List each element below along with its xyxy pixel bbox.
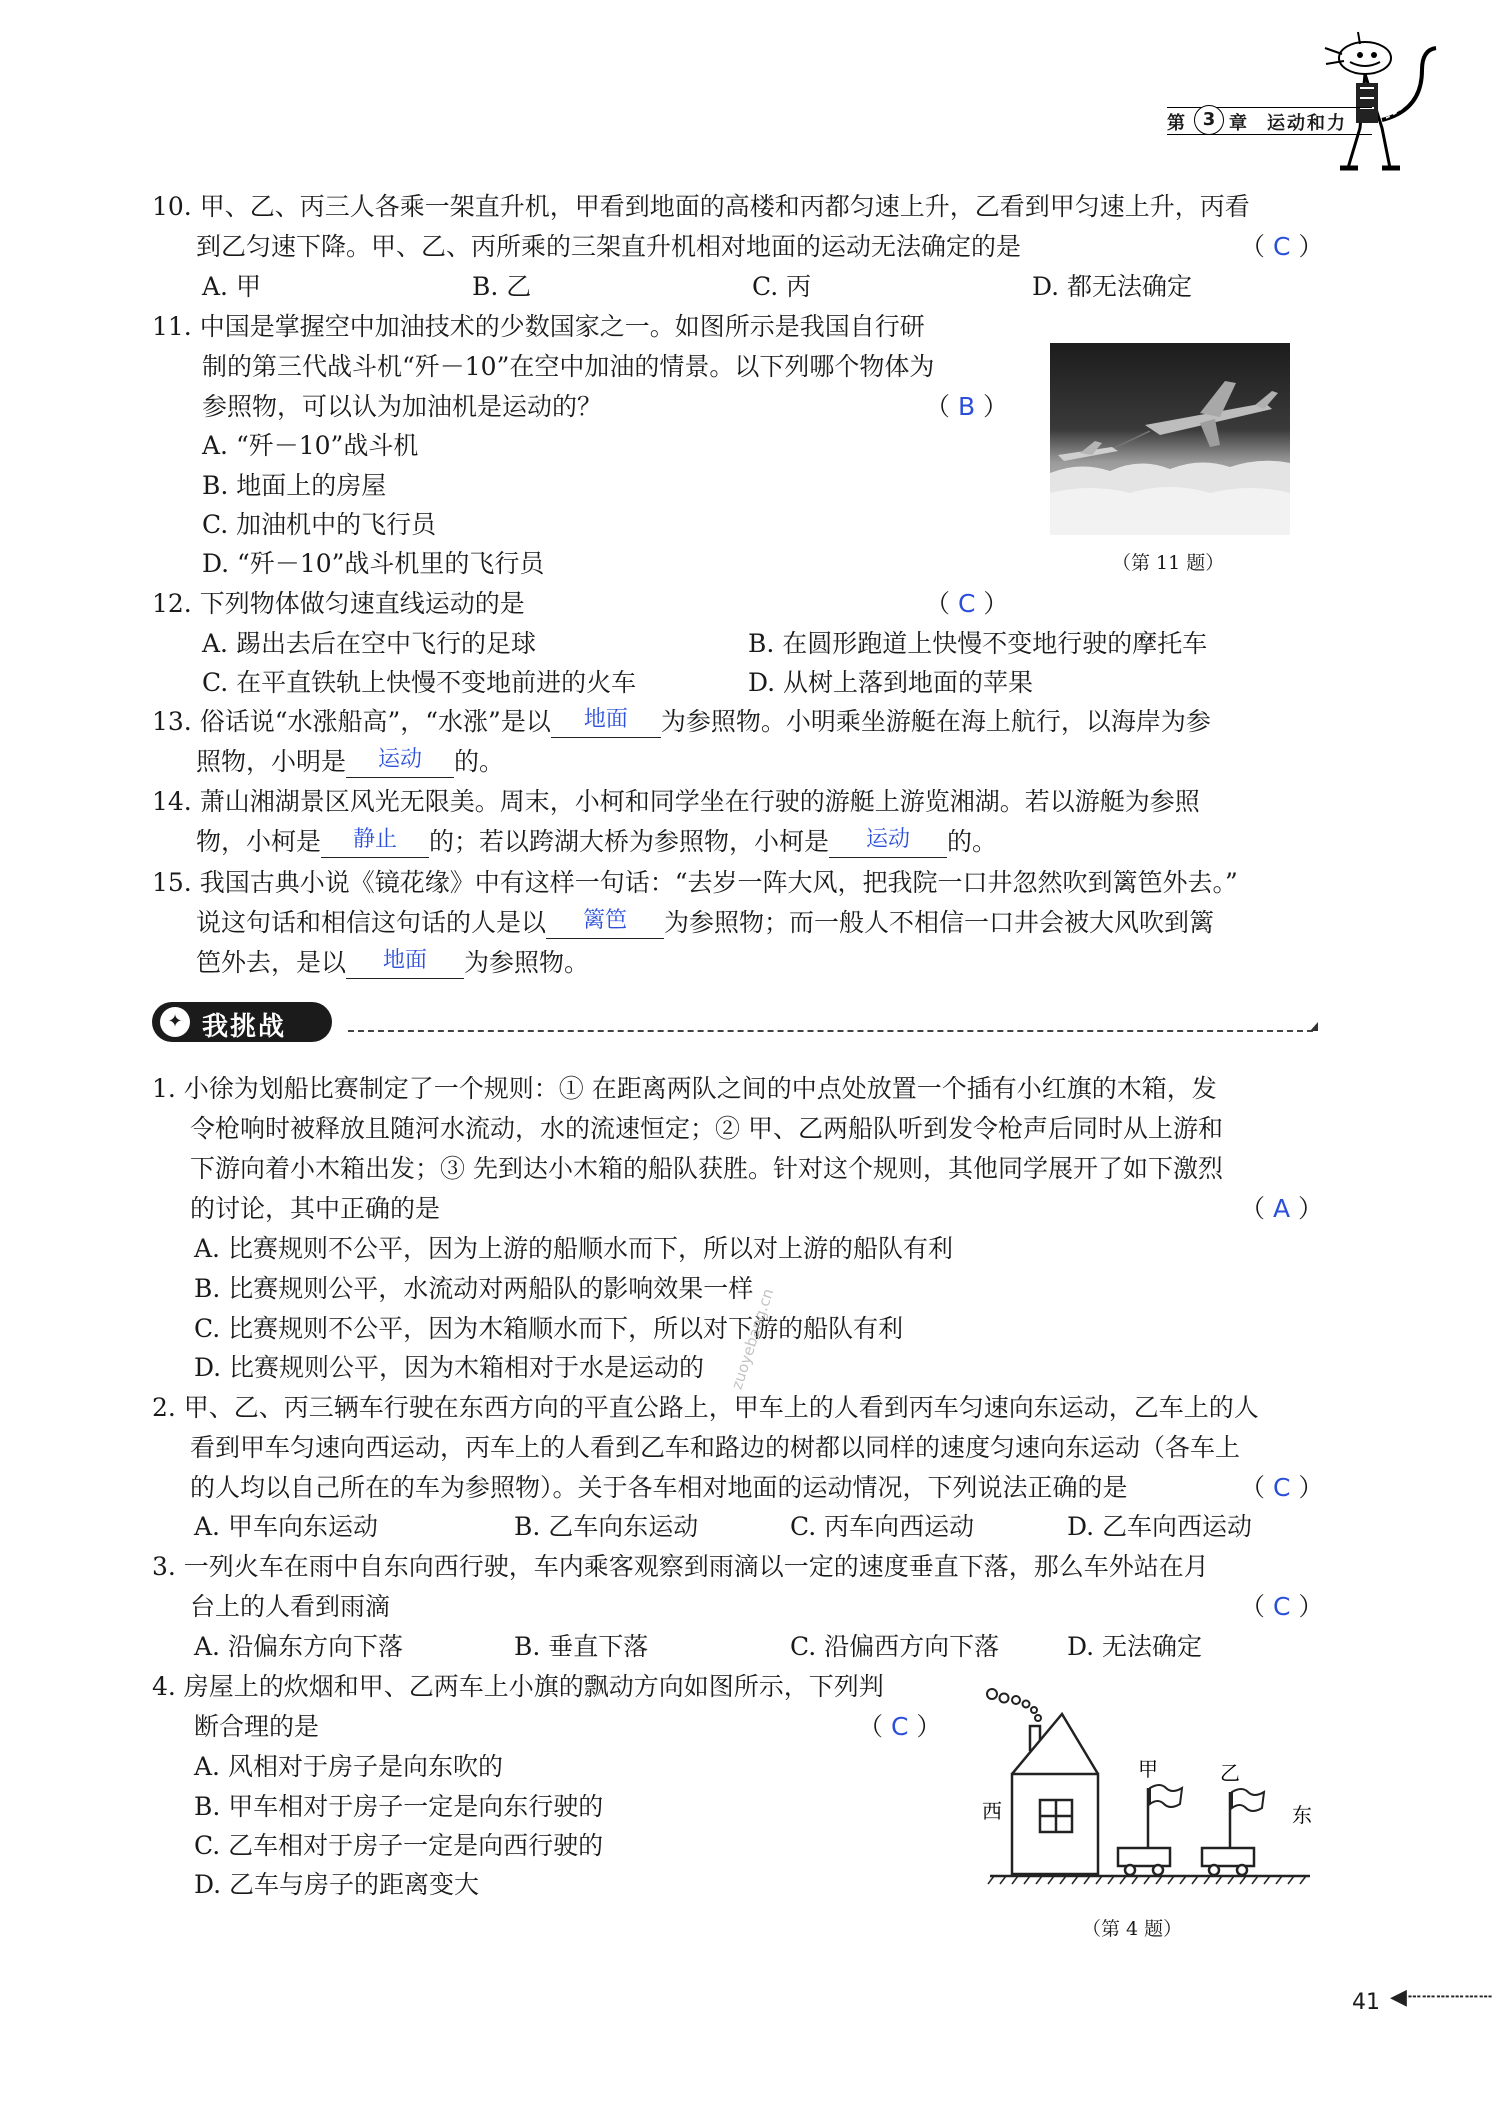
c4-line2: 断合理的是 (194, 1712, 320, 1741)
q14-line1: 14. 萧山湘湖景区风光无限美。周末，小柯和同学坐在行驶的游艇上游览湘湖。若以游艇为参照 (152, 787, 1200, 816)
section-divider-end (1310, 1022, 1318, 1031)
c1-line2: 令枪响时被释放且随河水流动，水的流速恒定；② 甲、乙两船队听到发令枪声后同时从上游和 (190, 1114, 1223, 1143)
chapter-header (1167, 107, 1372, 135)
q11-option-a: A. “歼－10”战斗机 (202, 431, 419, 460)
c2-option-c: C. 丙车向西运动 (790, 1512, 975, 1541)
q12-line1: 12. 下列物体做匀速直线运动的是 (152, 589, 525, 618)
q10-line2: 到乙匀速下降。甲、乙、丙所乘的三架直升机相对地面的运动无法确定的是 (196, 232, 1022, 261)
c3-option-d: D. 无法确定 (1067, 1632, 1203, 1661)
c2-answer: （ C ） (1240, 1473, 1324, 1502)
q11-option-d: D. “歼－10”战斗机里的飞行员 (202, 549, 545, 578)
q14-blank-1: 静止 (321, 829, 429, 858)
c4-option-c: C. 乙车相对于房子一定是向西行驶的 (194, 1831, 604, 1860)
c1-option-c: C. 比赛规则不公平，因为木箱顺水而下，所以对下游的船队有利 (194, 1314, 904, 1343)
c3-line1: 3. 一列火车在雨中自东向西行驶，车内乘客观察到雨滴以一定的速度垂直下落，那么车外站在月 (152, 1552, 1209, 1581)
q15-blank-2: 地面 (346, 950, 464, 979)
c2-option-d: D. 乙车向西运动 (1067, 1512, 1253, 1541)
q11-caption: （第 11 题） (1112, 552, 1225, 574)
c2-line2: 看到甲车匀速向西运动，丙车上的人看到乙车和路边的树都以同样的速度匀速向东运动（各车上 (190, 1433, 1241, 1462)
q12-option-d: D. 从树上落到地面的苹果 (748, 668, 1034, 697)
q13-line2: 照物，小明是 运动 的。 (196, 747, 505, 776)
c4-option-d: D. 乙车与房子的距离变大 (194, 1870, 480, 1899)
c4-option-a: A. 风相对于房子是向东吹的 (194, 1752, 503, 1781)
challenge-section-banner (152, 1002, 340, 1046)
chapter-prefix: 第 (1167, 113, 1185, 134)
q11-line3: 参照物，可以认为加油机是运动的？ (202, 392, 603, 421)
q12-answer: （ C ） (925, 589, 1009, 618)
c3-answer: （ C ） (1240, 1592, 1324, 1621)
q11-answer: （ B ） (925, 392, 1009, 421)
c2-line3: 的人均以自己所在的车为参照物）。关于各车相对地面的运动情况，下列说法正确的是 (190, 1473, 1128, 1502)
c1-answer: （ A ） (1240, 1194, 1324, 1223)
c2-option-a: A. 甲车向东运动 (194, 1512, 378, 1541)
fig-label-west: 西 (982, 1799, 1002, 1823)
q10-option-d: D. 都无法确定 (1032, 272, 1193, 301)
q15-blank-1: 篱笆 (546, 910, 664, 939)
chapter-title: 运动和力 (1267, 113, 1347, 134)
c3-option-b: B. 垂直下落 (514, 1632, 649, 1661)
tiger-mascot-icon (1320, 28, 1445, 178)
chapter-number: 3 (1194, 105, 1224, 135)
fig-label-car1: 甲 (1138, 1757, 1158, 1781)
q10-option-b: B. 乙 (472, 272, 532, 301)
q11-line2: 制的第三代战斗机“歼－10”在空中加油的情景。以下列哪个物体为 (202, 352, 935, 381)
q13-line1: 13. 俗话说“水涨船高”，“水涨”是以 地面 为参照物。小明乘坐游艇在海上航行，以海岸为参 (152, 707, 1211, 736)
fig-label-car2: 乙 (1220, 1761, 1240, 1785)
q14-blank-2: 运动 (829, 829, 947, 858)
q12-option-c: C. 在平直铁轨上快慢不变地前进的火车 (202, 668, 637, 697)
q15-line2: 说这句话和相信这句话的人是以 篱笆 为参照物；而一般人不相信一口井会被大风吹到篱 (196, 908, 1215, 937)
q14-line2: 物，小柯是 静止 的；若以跨湖大桥为参照物，小柯是 运动 的。 (196, 827, 998, 856)
c3-line2: 台上的人看到雨滴 (190, 1592, 391, 1621)
watermark: zuoyebang.cn (727, 1286, 778, 1392)
q12-option-a: A. 踢出去后在空中飞行的足球 (202, 629, 536, 658)
q10-line1: 10. 甲、乙、丙三人各乘一架直升机，甲看到地面的高楼和丙都匀速上升，乙看到甲匀速上升，丙看 (152, 192, 1250, 221)
c3-option-a: A. 沿偏东方向下落 (194, 1632, 403, 1661)
page-arrow-icon: ◀┄┄┄┄┄┄ (1390, 1985, 1494, 2010)
smoke-icon (987, 1689, 1041, 1721)
q15-line1: 15. 我国古典小说《镜花缘》中有这样一句话：“去岁一阵大风，把我院一口井忽然吹到篱笆外去。” (152, 868, 1238, 897)
c4-answer: （ C ） (858, 1712, 942, 1741)
house-and-cars-figure (980, 1680, 1320, 1910)
c3-option-c: C. 沿偏西方向下落 (790, 1632, 1000, 1661)
car-yi-icon (1202, 1789, 1264, 1875)
c1-option-d: D. 比赛规则公平，因为木箱相对于水是运动的 (194, 1353, 705, 1382)
c1-line1: 1. 小徐为划船比赛制定了一个规则：① 在距离两队之间的中点处放置一个插有小红旗的木箱，发 (152, 1074, 1217, 1103)
fig-label-east: 东 (1292, 1803, 1312, 1827)
lightbulb-icon: ✦ (160, 1007, 190, 1037)
c1-line4: 的讨论，其中正确的是 (190, 1194, 441, 1223)
chapter-suffix: 章 (1229, 113, 1247, 134)
c4-line1: 4. 房屋上的炊烟和甲、乙两车上小旗的飘动方向如图所示，下列判 (152, 1672, 884, 1701)
c1-option-a: A. 比赛规则不公平，因为上游的船顺水而下，所以对上游的船队有利 (194, 1234, 953, 1263)
c2-option-b: B. 乙车向东运动 (514, 1512, 699, 1541)
page-number: 41 (1352, 1990, 1380, 2015)
c1-option-b: B. 比赛规则公平，水流动对两船队的影响效果一样 (194, 1274, 754, 1303)
section-divider (348, 1030, 1313, 1032)
q11-line1: 11. 中国是掌握空中加油技术的少数国家之一。如图所示是我国自行研 (152, 312, 925, 341)
q13-blank-2: 运动 (346, 749, 454, 778)
q10-option-a: A. 甲 (202, 272, 261, 301)
q15-line3: 笆外去，是以 地面 为参照物。 (196, 948, 590, 977)
section-title: 我挑战 (202, 1012, 287, 1042)
c2-line1: 2. 甲、乙、丙三辆车行驶在东西方向的平直公路上，甲车上的人看到丙车匀速向东运动，乙车上的人 (152, 1393, 1259, 1422)
q10-option-c: C. 丙 (752, 272, 812, 301)
q13-blank-1: 地面 (551, 709, 661, 738)
q11-option-c: C. 加油机中的飞行员 (202, 510, 437, 539)
c1-line3: 下游向着小木箱出发；③ 先到达小木箱的船队获胜。针对这个规则，其他同学展开了如下激烈 (190, 1154, 1223, 1183)
c4-option-b: B. 甲车相对于房子一定是向东行驶的 (194, 1792, 604, 1821)
c4-caption: （第 4 题） (1082, 1918, 1183, 1940)
car-jia-icon (1118, 1785, 1182, 1875)
q12-option-b: B. 在圆形跑道上快慢不变地行驶的摩托车 (748, 629, 1208, 658)
aerial-refueling-photo (1050, 343, 1290, 535)
q11-option-b: B. 地面上的房屋 (202, 471, 387, 500)
q10-answer: （ C ） (1240, 232, 1324, 261)
